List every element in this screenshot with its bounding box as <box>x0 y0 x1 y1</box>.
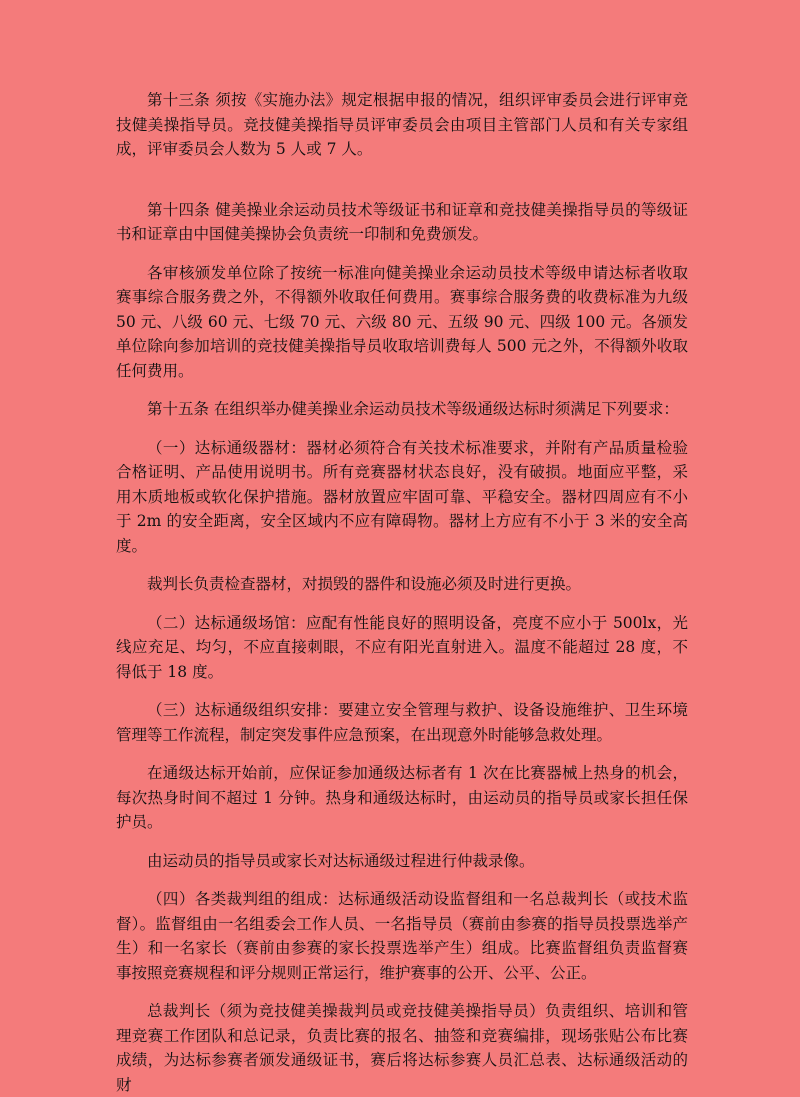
organization-arrangement-paragraph: （三）达标通级组织安排：要建立安全管理与救护、设备设施维护、卫生环境管理等工作流程，制定突发事件应急预案，在出现意外时能够急救处理。 <box>116 701 688 744</box>
chief-judge-paragraph: 总裁判长（须为竞技健美操裁判员或竞技健美操指导员）负责组织、培训和管理竞赛工作团队和总记录，负责比赛的报名、抽签和竞赛编排，现场张贴公布比赛成绩，为达标参赛者颁发通级证书，赛后将达标参赛人员汇总表、达标通级活动的财 <box>116 1002 688 1094</box>
service-fee-paragraph: 各审核颁发单位除了按统一标准向健美操业余运动员技术等级申请达标者收取赛事综合服务费之外，不得额外收取任何费用。赛事综合服务费的收费标准为九级 50 元、八级 60 元、七级 70 元、六级 80 元、五级 90 元、四级 100 元。各颁发单位除向参加培训的竞技健美操指导员收取培训费每人 500 元之外，不得额外收取任何费用。 <box>116 263 688 380</box>
equipment-inspection-paragraph: 裁判长负责检查器材，对损毁的器件和设施必须及时进行更换。 <box>147 575 582 593</box>
video-arbitration-paragraph: 由运动员的指导员或家长对达标通级过程进行仲裁录像。 <box>147 851 535 870</box>
document-page <box>116 88 688 1097</box>
article-13-paragraph: 第十三条 须按《实施办法》规定根据申报的情况，组织评审委员会进行评审竞技健美操指导员。竞技健美操指导员评审委员会由项目主管部门人员和有关专家组成，评审委员会人数为 5 人或 7 人。 <box>116 91 688 158</box>
equipment-requirements-paragraph: （一）达标通级器材：器材必须符合有关技术标准要求，并附有产品质量检验合格证明、产品使用说明书。所有竞赛器材状态良好，没有破损。地面应平整，采用木质地板或软化保护措施。器材放置应牢固可靠、平稳安全。器材四周应有不小于 2m 的安全距离，安全区域内不应有障碍物。器材上方应有不小于 3 米的安全高度。 <box>116 438 688 555</box>
article-15-paragraph: 第十五条 在组织举办健美操业余运动员技术等级通级达标时须满足下列要求： <box>147 400 679 418</box>
judging-panel-paragraph: （四）各类裁判组的组成：达标通级活动设监督组和一名总裁判长（或技术监督）。监督组由一名组委会工作人员、一名指导员（赛前由参赛的指导员投票选举产生）和一名家长（赛前由参赛的家长投票选举产生）组成。比赛监督组负责监督赛事按照竞赛规程和评分规则正常运行，维护赛事的公开、公平、公正。 <box>116 890 688 982</box>
warmup-paragraph: 在通级达标开始前，应保证参加通级达标者有 1 次在比赛器械上热身的机会，每次热身时间不超过 1 分钟。热身和通级达标时，由运动员的指导员或家长担任保护员。 <box>116 764 688 831</box>
article-14-paragraph: 第十四条 健美操业余运动员技术等级证书和证章和竞技健美操指导员的等级证书和证章由中国健美操协会负责统一印制和免费颁发。 <box>116 200 688 243</box>
venue-requirements-paragraph: （二）达标通级场馆：应配有性能良好的照明设备，亮度不应小于 500lx，光线应充足、均匀，不应直接刺眼，不应有阳光直射进入。温度不能超过 28 度，不得低于 18 度。 <box>116 613 688 681</box>
